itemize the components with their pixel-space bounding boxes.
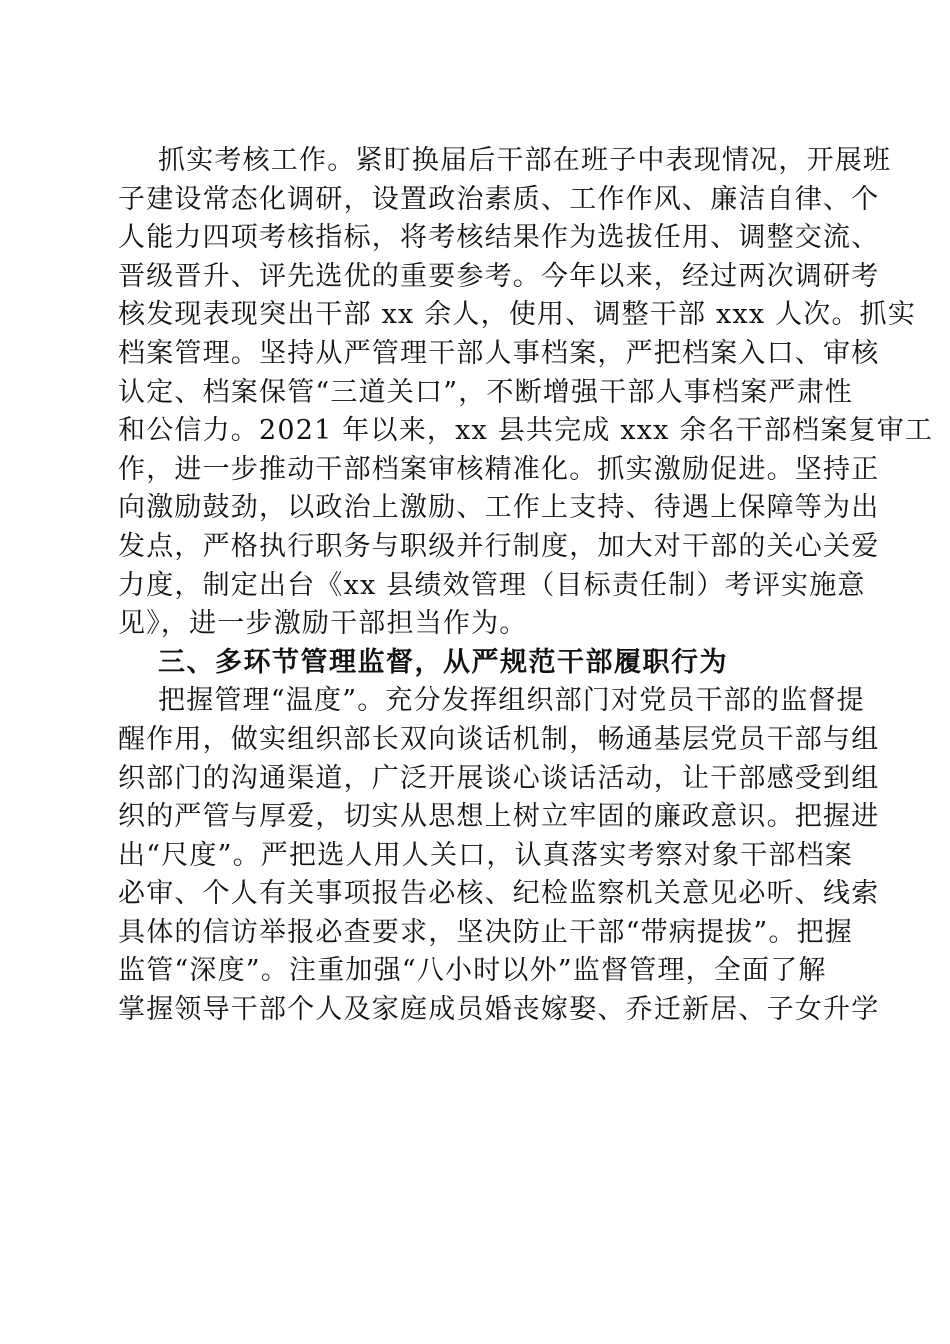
document-body <box>118 142 934 1030</box>
paragraph-1-line-9: 作，进一步推动干部档案审核精准化。抓实激励促进。坚持正 <box>118 453 880 485</box>
section-heading: 三、多环节管理监督，从严规范干部履职行为 <box>158 646 728 678</box>
paragraph-1-line-6: 档案管理。坚持从严管理干部人事档案，严把档案入口、审核 <box>118 337 880 369</box>
paragraph-2-line-8: 监管“深度”。注重加强“八小时以外”监督管理，全面了解 <box>118 955 827 987</box>
paragraph-2-line-2: 醒作用，做实组织部长双向谈话机制，畅通基层党员干部与组 <box>118 723 880 755</box>
paragraph-1-line-1: 抓实考核工作。紧盯换届后干部在班子中表现情况，开展班 <box>158 145 892 176</box>
paragraph-1-line-11: 发点，严格执行职务与职级并行制度，加大对干部的关心关爱 <box>118 530 880 562</box>
paragraph-1-line-4: 晋级晋升、评先选优的重要参考。今年以来，经过两次调研考 <box>118 260 880 292</box>
paragraph-2-line-1: 把握管理“温度”。充分发挥组织部门对党员干部的监督提 <box>158 685 865 717</box>
paragraph-2-line-6: 必审、个人有关事项报告必核、纪检监察机关意见必听、线索 <box>118 878 880 910</box>
paragraph-2-line-4: 织的严管与厚爱，切实从思想上树立牢固的廉政意识。把握进 <box>118 801 880 833</box>
paragraph-1-line-2: 子建设常态化调研，设置政治素质、工作作风、廉洁自律、个 <box>118 183 880 215</box>
paragraph-1-line-12: 力度，制定出台《xx 县绩效管理（目标责任制）考评实施意 <box>118 569 866 601</box>
paragraph-2-line-3: 织部门的沟通渠道，广泛开展谈心谈话活动，让干部感受到组 <box>118 762 880 794</box>
paragraph-1-line-13: 见》，进一步激励干部担当作为。 <box>118 608 528 640</box>
paragraph-2-line-7: 具体的信访举报必查要求，坚决防止干部“带病提拔”。把握 <box>118 916 854 948</box>
paragraph-1-line-5: 核发现表现突出干部 xx 余人，使用、调整干部 xxx 人次。抓实 <box>118 299 917 331</box>
paragraph-1-line-3: 人能力四项考核指标，将考核结果作为选拔任用、调整交流、 <box>118 222 880 254</box>
paragraph-1-line-8: 和公信力。2021 年以来，xx 县共完成 xxx 余名干部档案复审工 <box>118 415 934 447</box>
paragraph-1-line-7: 认定、档案保管“三道关口”，不断增强干部人事档案严肃性 <box>118 376 854 408</box>
paragraph-2-line-5: 出“尺度”。严把选人用人关口，认真落实考察对象干部档案 <box>118 839 854 871</box>
paragraph-2-line-9: 掌握领导干部个人及家庭成员婚丧嫁娶、乔迁新居、子女升学 <box>118 994 880 1026</box>
paragraph-1-line-10: 向激励鼓劲，以政治上激励、工作上支持、待遇上保障等为出 <box>118 492 880 524</box>
